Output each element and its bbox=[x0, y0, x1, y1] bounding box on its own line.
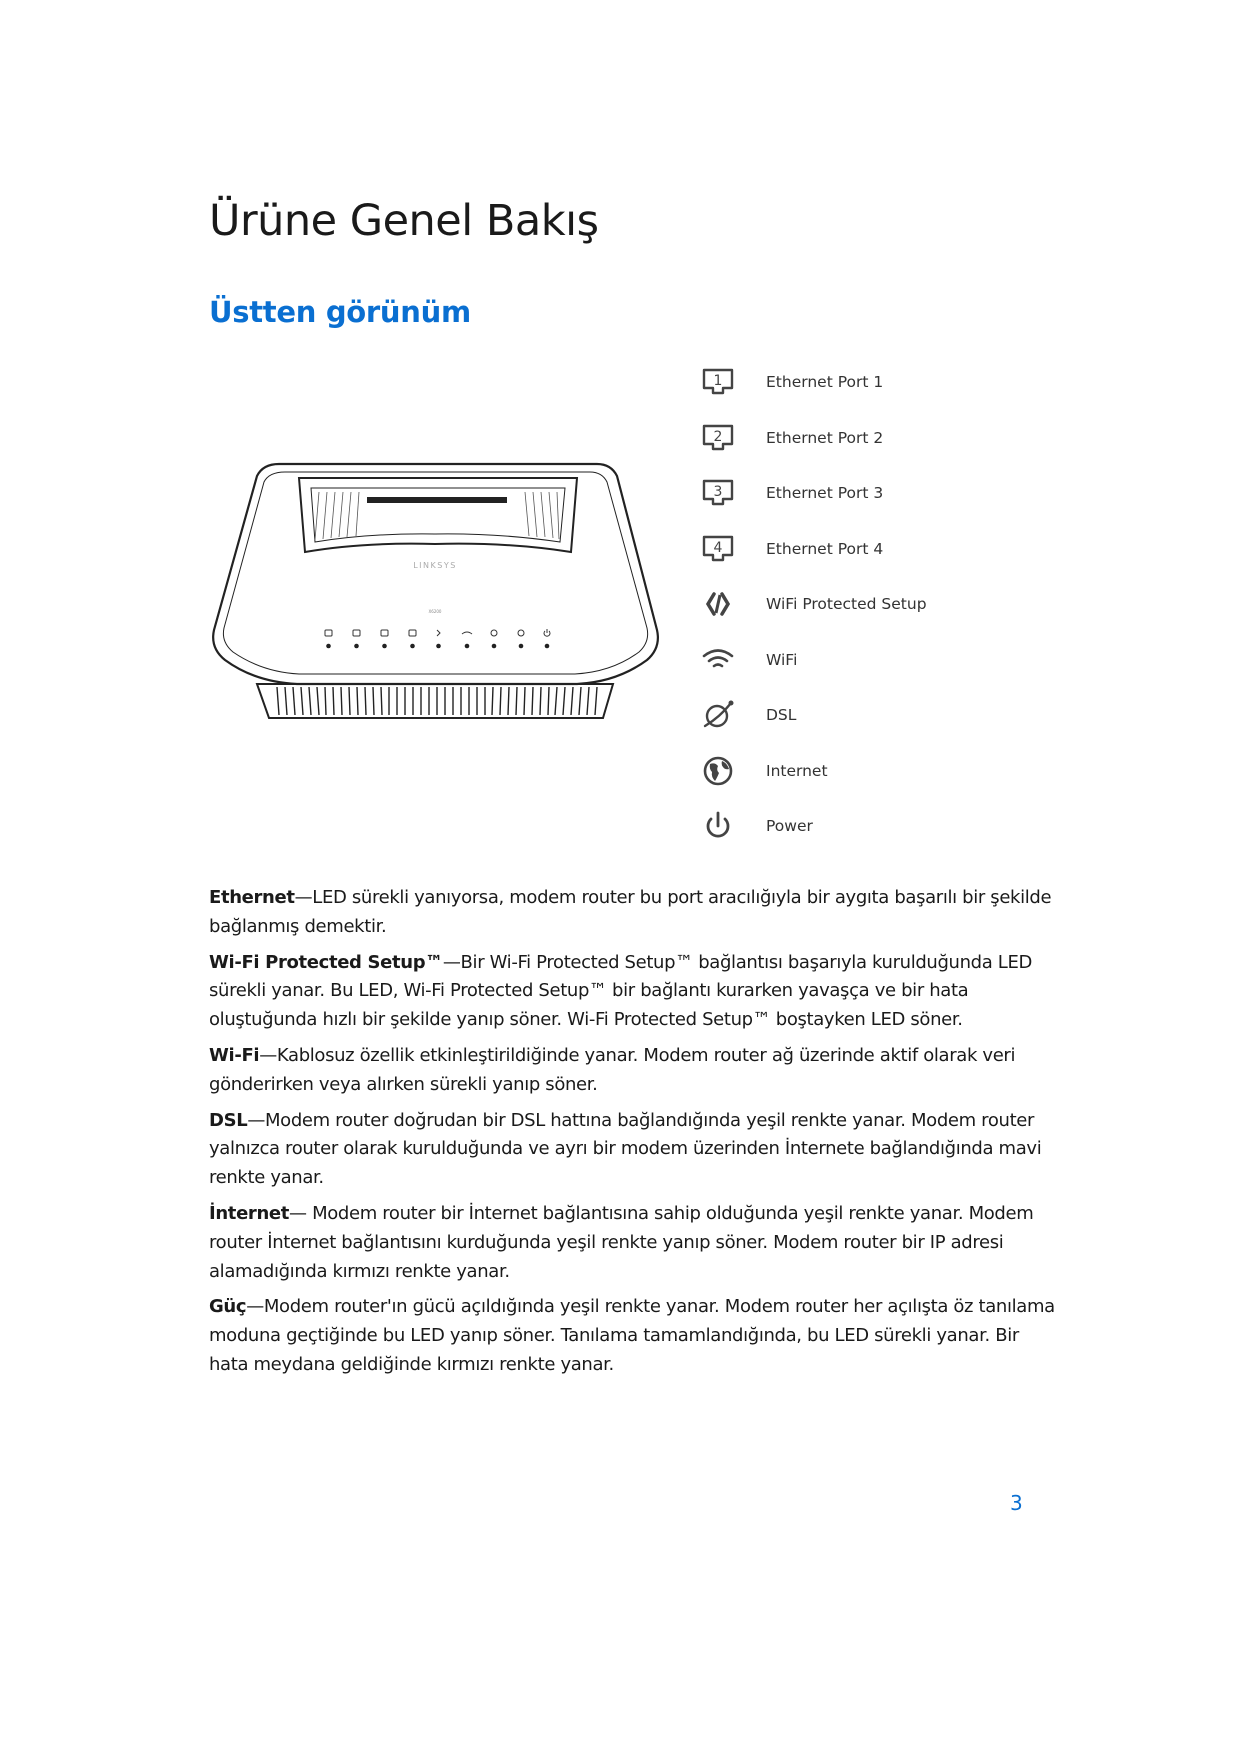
desc-text: Kablosuz özellik etkinleştirildiğinde yanar. Modem router ağ üzerinde aktif olarak veri gönderirken veya alırken sürekli yanıp söner. bbox=[209, 1044, 1016, 1095]
desc-term: Wi-Fi Protected Setup™ bbox=[209, 951, 443, 973]
desc-separator: — bbox=[247, 1109, 265, 1131]
router-led bbox=[518, 630, 524, 648]
desc-text: Bir Wi-Fi Protected Setup™ bağlantısı başarıyla kurulduğunda LED sürekli yanar. Bu LED, Wi-Fi Protected Setup™ bir bağlantı kurarken yavaşça ve bir hata oluştuğunda hızlı bir şekilde yanıp söner. Wi-Fi Protected Setup™ boştayken LED söner. bbox=[209, 951, 1033, 1031]
legend-row bbox=[700, 531, 1000, 587]
legend-label: Internet bbox=[766, 761, 828, 780]
svg-text:1: 1 bbox=[713, 373, 723, 389]
legend-label: Ethernet Port 2 bbox=[766, 428, 884, 447]
desc-text: LED sürekli yanıyorsa, modem router bu port aracılığıyla bir aygıta başarılı bir şekilde bağlanmış demektir. bbox=[209, 887, 1052, 937]
ethernet-port-2-icon bbox=[700, 420, 736, 456]
desc-text: Modem router'ın gücü açıldığında yeşil renkte yanar. Modem router her açılışta öz tanılama moduna geçtiğinde bu LED yanıp söner. Tanılama tamamlandığında, bu LED sürekli yanar. Bir hata meydana geldiğinde kırmızı renkte yanar. bbox=[209, 1296, 1055, 1375]
desc-internet bbox=[209, 1200, 1059, 1286]
legend-row bbox=[700, 586, 1000, 642]
legend-label: Ethernet Port 4 bbox=[766, 539, 884, 558]
router-brand-label: LINKSYS bbox=[413, 561, 457, 570]
router-led bbox=[436, 630, 441, 648]
legend-label: WiFi bbox=[766, 650, 798, 669]
router-led bbox=[381, 630, 388, 648]
page-number: 3 bbox=[1010, 1491, 1023, 1515]
desc-wps bbox=[209, 949, 1059, 1035]
router-led bbox=[544, 629, 550, 648]
ethernet-port-1-icon bbox=[700, 364, 736, 400]
legend-row bbox=[700, 364, 1000, 420]
wps-icon bbox=[700, 586, 736, 622]
desc-term: Wi-Fi bbox=[209, 1044, 260, 1066]
desc-separator: — bbox=[259, 1044, 277, 1066]
svg-text:4: 4 bbox=[713, 539, 723, 556]
led-legend bbox=[700, 364, 1000, 864]
svg-text:3: 3 bbox=[713, 484, 723, 500]
router-led-row bbox=[325, 629, 550, 648]
desc-dsl bbox=[209, 1107, 1059, 1193]
router-led bbox=[462, 632, 472, 648]
router-model-label: X6200 bbox=[428, 609, 442, 614]
desc-separator: — bbox=[289, 1202, 313, 1224]
router-led bbox=[353, 630, 360, 648]
led-descriptions bbox=[209, 884, 1059, 1387]
desc-term: Güç bbox=[209, 1296, 247, 1318]
desc-wifi bbox=[209, 1042, 1059, 1100]
router-handle bbox=[299, 478, 577, 552]
legend-row bbox=[700, 475, 1000, 531]
dsl-icon bbox=[700, 697, 736, 733]
page-title: Ürüne Genel Bakış bbox=[209, 196, 599, 246]
router-led bbox=[409, 630, 416, 648]
ethernet-port-3-icon bbox=[700, 475, 736, 511]
section-title: Üstten görünüm bbox=[209, 295, 471, 329]
legend-row bbox=[700, 808, 1000, 864]
legend-row bbox=[700, 642, 1000, 698]
legend-label: DSL bbox=[766, 706, 797, 724]
legend-label: Power bbox=[766, 817, 813, 835]
desc-text: Modem router bir İnternet bağlantısına sahip olduğunda yeşil renkte yanar. Modem router İnternet bağlantısını kurduğunda yeşil renkte yanıp söner. Modem router bir IP adresi alamadığında kırmızı renkte yanar. bbox=[209, 1202, 1034, 1282]
router-top-view-illustration bbox=[207, 460, 663, 730]
desc-term: İnternet bbox=[209, 1202, 290, 1224]
legend-label: Ethernet Port 1 bbox=[766, 373, 884, 391]
desc-separator: — bbox=[442, 951, 461, 973]
desc-separator: — bbox=[246, 1296, 264, 1318]
wifi-icon bbox=[700, 642, 736, 678]
legend-row bbox=[700, 697, 1000, 753]
router-led bbox=[491, 630, 497, 648]
internet-globe-icon bbox=[700, 753, 736, 789]
ethernet-port-4-icon bbox=[700, 531, 736, 567]
desc-text: Modem router doğrudan bir DSL hattına bağlandığında yeşil renkte yanar. Modem router yalnızca router olarak kurulduğunda ve ayrı bir modem üzerinden İnternete bağlandığında mavi renkte yanar. bbox=[209, 1109, 1042, 1189]
desc-term: DSL bbox=[209, 1109, 248, 1131]
legend-label: WiFi Protected Setup bbox=[766, 595, 927, 613]
power-icon bbox=[700, 808, 736, 844]
svg-text:2: 2 bbox=[713, 428, 723, 445]
router-led bbox=[325, 630, 332, 648]
desc-separator: — bbox=[294, 887, 313, 908]
desc-ethernet bbox=[209, 884, 1059, 942]
desc-term: Ethernet bbox=[209, 887, 295, 908]
legend-label: Ethernet Port 3 bbox=[766, 484, 884, 502]
router-vents bbox=[257, 684, 613, 718]
legend-row bbox=[700, 420, 1000, 476]
desc-power bbox=[209, 1293, 1059, 1379]
legend-row bbox=[700, 753, 1000, 809]
